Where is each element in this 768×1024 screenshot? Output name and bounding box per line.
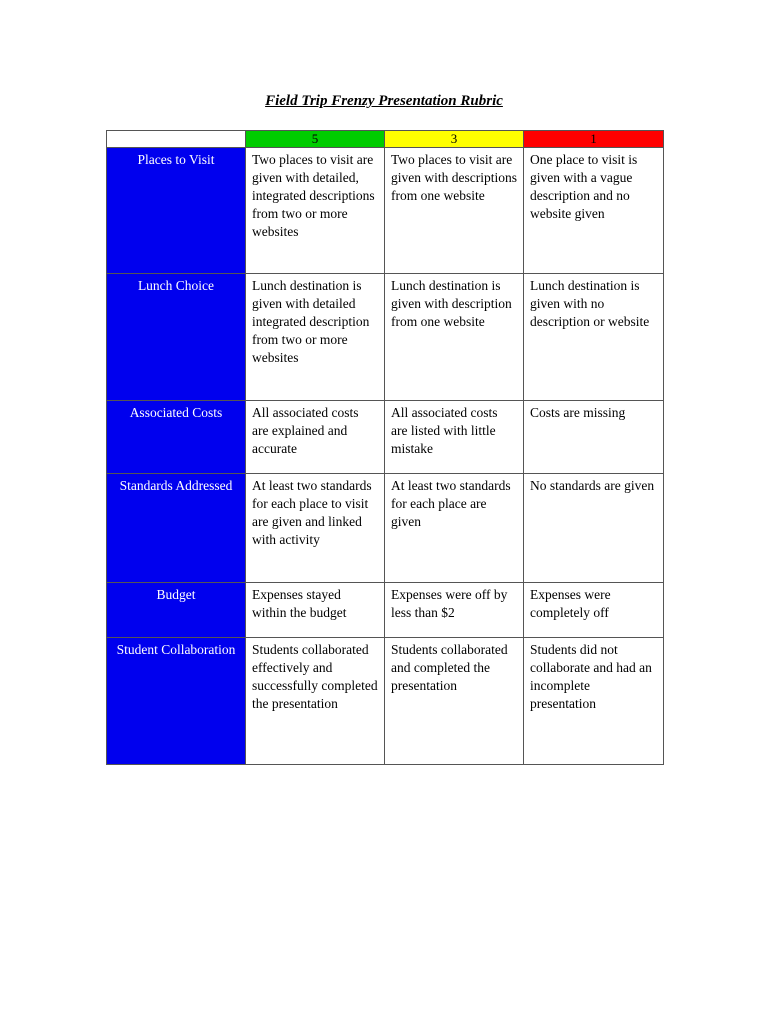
cell-budget-1: Expenses were completely off [524,583,664,638]
header-score-1: 1 [524,131,664,148]
cell-lunch-choice-1: Lunch destination is given with no description or website [524,274,664,401]
criterion-lunch-choice: Lunch Choice [107,274,246,401]
table-row [107,583,664,638]
cell-places-to-visit-1: One place to visit is given with a vague description and no website given [524,148,664,274]
header-row [107,131,664,148]
page-title: Field Trip Frenzy Presentation Rubric [265,93,503,109]
table-row [107,638,664,765]
table-row [107,474,664,583]
header-score-3: 3 [385,131,524,148]
table-row [107,274,664,401]
table-row [107,401,664,474]
cell-student-collaboration-3: Students collaborated and completed the presentation [385,638,524,765]
criterion-student-collaboration: Student Collaboration [107,638,246,765]
cell-standards-addressed-1: No standards are given [524,474,664,583]
cell-student-collaboration-5: Students collaborated effectively and successfully completed the presentation [246,638,385,765]
criterion-places-to-visit: Places to Visit [107,148,246,274]
cell-standards-addressed-3: At least two standards for each place are given [385,474,524,583]
cell-budget-3: Expenses were off by less than $2 [385,583,524,638]
cell-associated-costs-5: All associated costs are explained and accurate [246,401,385,474]
cell-lunch-choice-5: Lunch destination is given with detailed integrated description from two or more websites [246,274,385,401]
rubric-table [106,130,664,765]
cell-associated-costs-1: Costs are missing [524,401,664,474]
cell-places-to-visit-3: Two places to visit are given with descriptions from one website [385,148,524,274]
cell-lunch-choice-3: Lunch destination is given with description from one website [385,274,524,401]
criterion-budget: Budget [107,583,246,638]
criterion-standards-addressed: Standards Addressed [107,474,246,583]
cell-places-to-visit-5: Two places to visit are given with detailed, integrated descriptions from two or more websites [246,148,385,274]
cell-associated-costs-3: All associated costs are listed with little mistake [385,401,524,474]
header-score-5: 5 [246,131,385,148]
criterion-associated-costs: Associated Costs [107,401,246,474]
cell-standards-addressed-5: At least two standards for each place to visit are given and linked with activity [246,474,385,583]
cell-student-collaboration-1: Students did not collaborate and had an incomplete presentation [524,638,664,765]
header-blank-cell [107,131,246,148]
table-row [107,148,664,274]
cell-budget-5: Expenses stayed within the budget [246,583,385,638]
